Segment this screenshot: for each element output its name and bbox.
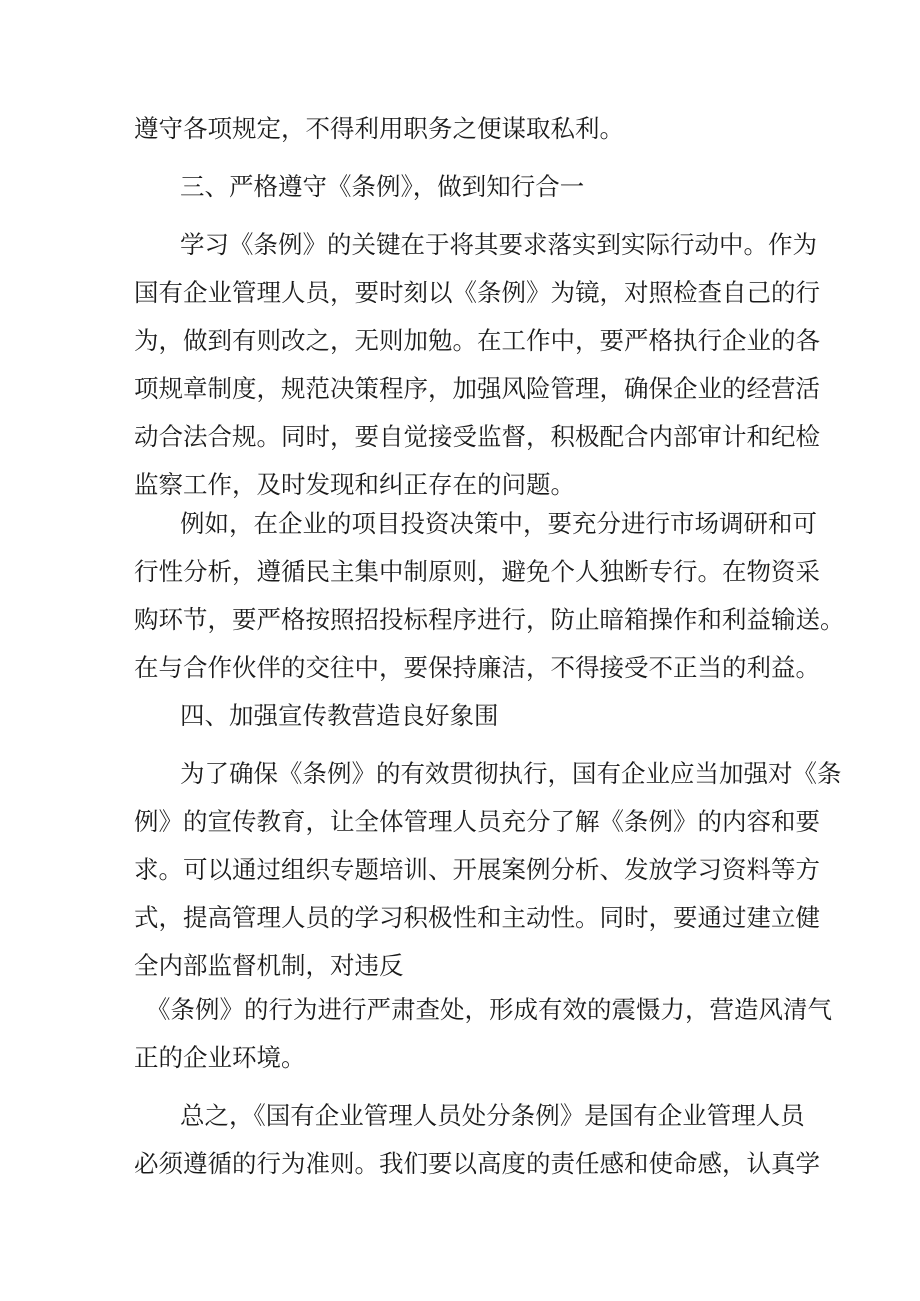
paragraph-example xyxy=(134,500,840,548)
paragraph-publicity-continued xyxy=(134,798,820,990)
text-line: 求。可以通过组织专题培训、开展案例分析、发放学习资料等方 xyxy=(134,855,820,884)
paragraph-example-continued xyxy=(134,548,845,692)
paragraph-practice xyxy=(134,221,840,269)
text-line: 例如，在企业的项目投资决策中，要充分进行市场调研和可 xyxy=(180,509,817,538)
section-heading-3 xyxy=(134,163,840,211)
text-line: 购环节，要严格按照招投标程序进行，防止暗箱操作和利益输送。 xyxy=(134,605,845,634)
text-line: 动合法合规。同时，要自觉接受监督，积极配合内部审计和纪检 xyxy=(134,422,820,451)
heading-text: 四、加强宣传教营造良好象围 xyxy=(180,701,499,730)
paragraph-conclusion-continued xyxy=(134,1140,820,1188)
heading-text: 三、严格遵守《条例》，做到知行合一 xyxy=(180,172,585,201)
paragraph-publicity xyxy=(134,750,840,798)
text-line: 为了确保《条例》的有效贯彻执行，国有企业应当加强对《条 xyxy=(180,759,842,788)
text-line: 遵守各项规定，不得利用职务之便谋取私利。 xyxy=(134,114,624,143)
section-heading-4 xyxy=(134,692,840,740)
text-line: 为，做到有则改之，无则加勉。在工作中，要严格执行企业的各 xyxy=(134,326,820,355)
text-line: 国有企业管理人员，要时刻以《条例》为镜，对照检查自己的行 xyxy=(134,278,820,307)
paragraph-enforcement-continued xyxy=(134,1034,794,1082)
text-line: 正的企业环境。 xyxy=(134,1043,306,1072)
text-line: 监察工作，及时发现和纠正存在的问题。 xyxy=(134,470,575,499)
text-line: 在与合作伙伴的交往中，要保持廉洁，不得接受不正当的利益。 xyxy=(134,653,820,682)
text-line: 式，提高管理人员的学习积极性和主动性。同时，要通过建立健 xyxy=(134,903,820,932)
paragraph-practice-continued xyxy=(134,269,820,509)
text-line: 例》的宣传教育，让全体管理人员充分了解《条例》的内容和要 xyxy=(134,807,820,836)
paragraph-conclusion xyxy=(134,1092,840,1140)
paragraph-enforcement xyxy=(146,986,832,1034)
text-line: 行性分析，遵循民主集中制原则，避免个人独断专行。在物资采 xyxy=(134,557,820,586)
text-line: 学习《条例》的关键在于将其要求落实到实际行动中。作为 xyxy=(180,230,817,259)
text-line: 项规章制度，规范决策程序，加强风险管理，确保企业的经营活 xyxy=(134,374,820,403)
text-line: 《条例》的行为进行严肃查处，形成有效的震慑力，营造风清气 xyxy=(146,995,832,1024)
text-line: 总之，《国有企业管理人员处分条例》是国有企业管理人员 xyxy=(180,1101,805,1130)
text-line: 必须遵循的行为准则。我们要以高度的责任感和使命感，认真学 xyxy=(134,1149,820,1178)
paragraph-closing-line xyxy=(134,105,794,153)
text-line: 全内部监督机制，对违反 xyxy=(134,951,404,980)
